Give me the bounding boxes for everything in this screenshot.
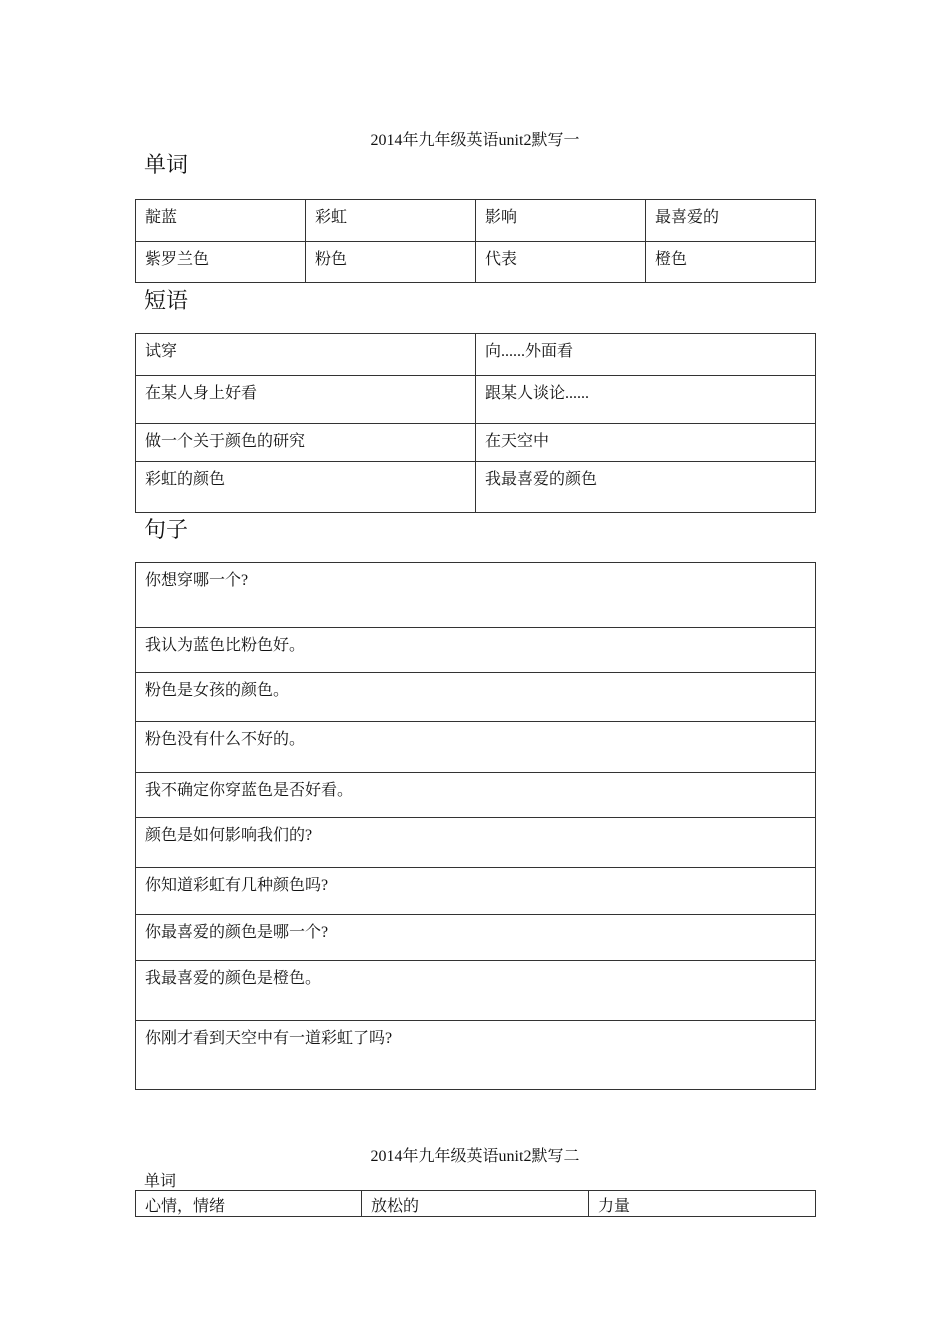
table-row — [136, 673, 816, 722]
table-row — [136, 1021, 816, 1090]
sentences-heading: 句子 — [144, 517, 189, 542]
word-cell: 粉色 — [306, 242, 476, 283]
table-row — [136, 376, 816, 424]
phrase-cell: 彩虹的颜色 — [136, 462, 476, 513]
sentence-cell: 粉色是女孩的颜色。 — [136, 673, 816, 722]
word-cell: 橙色 — [646, 242, 816, 283]
words-table — [135, 199, 816, 283]
sentence-cell: 你想穿哪一个? — [136, 563, 816, 628]
table-row — [136, 334, 816, 376]
sentence-cell: 我最喜爱的颜色是橙色。 — [136, 961, 816, 1021]
table-row — [136, 1191, 816, 1217]
words-heading: 单词 — [144, 152, 189, 177]
table-row — [136, 462, 816, 513]
table-row — [136, 961, 816, 1021]
word-cell: 影响 — [476, 200, 646, 242]
table-row — [136, 242, 816, 283]
table-row — [136, 868, 816, 915]
table-row — [136, 722, 816, 773]
sentence-cell: 粉色没有什么不好的。 — [136, 722, 816, 773]
phrase-cell: 试穿 — [136, 334, 476, 376]
table-row — [136, 424, 816, 462]
phrase-cell: 做一个关于颜色的研究 — [136, 424, 476, 462]
phrases-heading: 短语 — [144, 288, 189, 313]
word-cell: 靛蓝 — [136, 200, 306, 242]
sentence-cell: 你最喜爱的颜色是哪一个? — [136, 915, 816, 961]
phrase-cell: 向......外面看 — [476, 334, 816, 376]
sentences-table — [135, 562, 816, 1090]
word-cell: 力量 — [589, 1191, 816, 1217]
sentence-cell: 颜色是如何影响我们的? — [136, 818, 816, 868]
sentence-cell: 你刚才看到天空中有一道彩虹了吗? — [136, 1021, 816, 1090]
phrase-cell: 在某人身上好看 — [136, 376, 476, 424]
document-title-1: 2014年九年级英语unit2默写一 — [370, 132, 580, 149]
phrase-cell: 我最喜爱的颜色 — [476, 462, 816, 513]
phrase-cell: 在天空中 — [476, 424, 816, 462]
words-heading-2: 单词 — [144, 1173, 177, 1190]
sentence-cell: 我不确定你穿蓝色是否好看。 — [136, 773, 816, 818]
document-title-2: 2014年九年级英语unit2默写二 — [370, 1148, 580, 1165]
table-row — [136, 200, 816, 242]
table-row — [136, 818, 816, 868]
word-cell: 放松的 — [362, 1191, 589, 1217]
word-cell: 紫罗兰色 — [136, 242, 306, 283]
word-cell: 心情，情绪 — [136, 1191, 362, 1217]
table-row — [136, 628, 816, 673]
sentence-cell: 你知道彩虹有几种颜色吗? — [136, 868, 816, 915]
sentence-cell: 我认为蓝色比粉色好。 — [136, 628, 816, 673]
phrase-cell: 跟某人谈论...... — [476, 376, 816, 424]
word-cell: 代表 — [476, 242, 646, 283]
table-row — [136, 773, 816, 818]
word-cell: 最喜爱的 — [646, 200, 816, 242]
table-row — [136, 915, 816, 961]
words-table-2 — [135, 1190, 816, 1217]
word-cell: 彩虹 — [306, 200, 476, 242]
phrases-table — [135, 333, 816, 513]
table-row — [136, 563, 816, 628]
